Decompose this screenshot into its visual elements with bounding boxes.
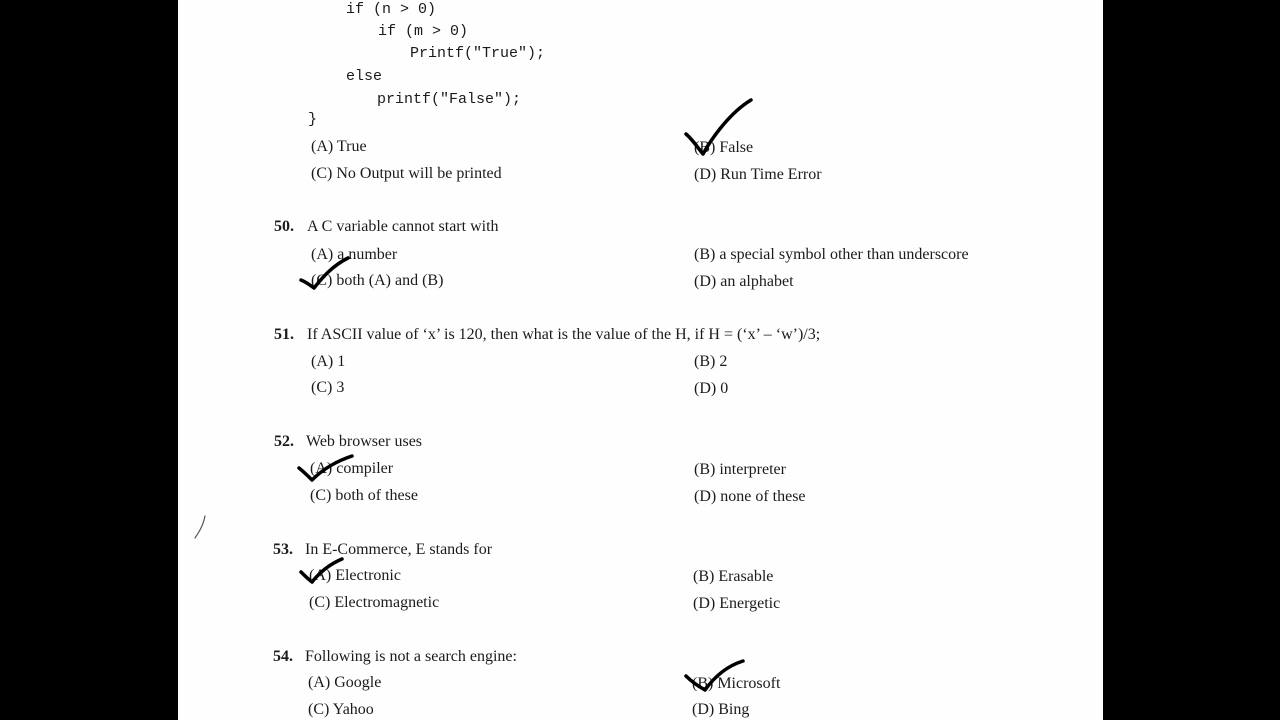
option-d: (D) Run Time Error: [694, 166, 822, 183]
option-a: (A) 1: [311, 353, 346, 370]
option-a: (A) Google: [308, 674, 382, 691]
checkmark-icon: [296, 452, 358, 484]
option-c: (C) 3: [311, 379, 345, 396]
question-text: A C variable cannot start with: [307, 218, 499, 235]
option-c: (C) Yahoo: [308, 701, 374, 718]
option-c: (C) both of these: [310, 487, 418, 504]
question-text: Following is not a search engine:: [305, 648, 517, 665]
question-text: If ASCII value of ‘x’ is 120, then what is the value of the H, if H = (‘x’ – ‘w’)/3;: [307, 326, 821, 343]
question-number: 52.: [274, 433, 294, 450]
option-c: (C) No Output will be printed: [311, 165, 502, 182]
checkmark-icon: [683, 658, 748, 694]
option-a: (A) Electronic: [309, 567, 401, 584]
option-d: (D) 0: [694, 380, 729, 397]
option-a: (A) a number: [311, 246, 398, 263]
option-a: (A) compiler: [310, 460, 394, 477]
option-c: (C) both (A) and (B): [311, 272, 444, 289]
question-number: 51.: [274, 326, 294, 343]
option-d: (D) Energetic: [693, 595, 781, 612]
code-line: }: [308, 111, 318, 128]
pen-mark: [191, 512, 211, 542]
code-line: if (m > 0): [378, 23, 469, 40]
question-number: 54.: [273, 648, 293, 665]
option-b: (B) False: [694, 139, 754, 156]
code-line: if (n > 0): [346, 1, 437, 18]
option-d: (D) an alphabet: [694, 273, 794, 290]
option-b: (B) a special symbol other than underscore: [694, 246, 969, 263]
option-b: (B) Erasable: [693, 568, 774, 585]
question-text: Web browser uses: [306, 433, 423, 450]
option-b: (B) 2: [694, 353, 728, 370]
option-d: (D) Bing: [692, 701, 750, 718]
option-a: (A) True: [311, 138, 367, 155]
checkmark-icon: [683, 96, 763, 160]
code-line: else: [346, 68, 383, 85]
option-d: (D) none of these: [694, 488, 806, 505]
checkmark-icon: [298, 556, 348, 586]
question-number: 50.: [274, 218, 294, 235]
question-number: 53.: [273, 541, 293, 558]
code-line: Printf("True");: [410, 45, 546, 62]
code-line: printf("False");: [377, 91, 522, 108]
question-text: In E-Commerce, E stands for: [305, 541, 493, 558]
option-c: (C) Electromagnetic: [309, 594, 440, 611]
checkmark-icon: [298, 250, 358, 292]
option-b: (B) Microsoft: [692, 675, 781, 692]
exam-page: [178, 0, 1103, 720]
option-b: (B) interpreter: [694, 461, 786, 478]
